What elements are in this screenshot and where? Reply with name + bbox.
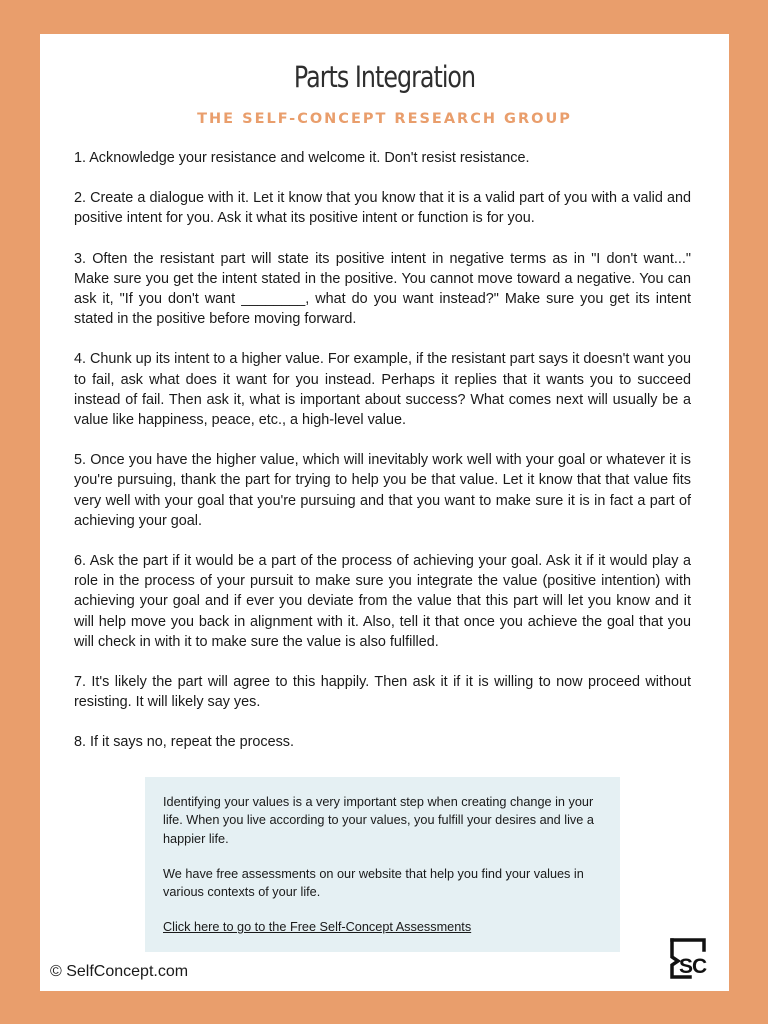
step-2: 2. Create a dialogue with it. Let it know that you know that it is a valid part of you with a valid and positive intent for you. Ask it what its positive intent or function is for you. [74, 190, 691, 227]
footer-copyright: © SelfConcept.com [50, 963, 189, 980]
page-title: Parts Integration [293, 60, 476, 94]
steps-list [74, 148, 691, 773]
info-paragraph-1: Identifying your values is a very important step when creating change in your life. When you live according to your values, you fulfill your desires and live a happier life. [163, 795, 594, 846]
step-6: 6. Ask the part if it would be a part of the process of achieving your goal. Ask it if it would play a role in the process of your pursuit to make sure you integrate the value (positive intention) with achieving your goal and if ever you deviate from the value that this part will let you know and it will help move you back in alignment with it. Also, tell it that once you achieve the goal that you will check in with it to make sure the value is also fulfilled. [74, 553, 691, 650]
step-3: 3. Often the resistant part will state its positive intent in negative terms as in "I don't want..." Make sure you get the intent stated in the positive. You cannot move toward a negative. You can ask it, "If you don't want ________, what do you want instead?" Make sure you get its intent stated in the positive before moving forward. [74, 250, 691, 328]
document-page [40, 34, 729, 991]
page-subtitle: THE SELF-CONCEPT RESEARCH GROUP [197, 111, 572, 127]
step-8: 8. If it says no, repeat the process. [74, 734, 294, 751]
values-info-box [145, 777, 620, 952]
step-4: 4. Chunk up its intent to a higher value. For example, if the resistant part says it doesn't want you to fail, ask what does it want for you instead. Perhaps it replies that it wants you to succeed instead of fail. Then ask it, what is important about success? What comes next will usually be a value like happiness, peace, etc., a high-level value. [74, 351, 691, 429]
logo-text: SC [679, 955, 707, 978]
selfconcept-logo-icon [668, 937, 718, 981]
assessments-link[interactable]: Click here to go to the Free Self-Concept Assessments [163, 920, 472, 935]
step-1: 1. Acknowledge your resistance and welcome it. Don't resist resistance. [74, 150, 530, 166]
info-paragraph-2: We have free assessments on our website that help you find your values in various contexts of your life. [163, 866, 584, 900]
step-7: 7. It's likely the part will agree to this happily. Then ask it if it is willing to now proceed without resisting. It will likely say yes. [74, 674, 691, 711]
step-5: 5. Once you have the higher value, which will inevitably work well with your goal or whatever it is you're pursuing, thank the part for trying to help you be that value. Let it know that that value fits very well with your goal that you're pursuing and that you want to make sure it is in fact a part of achieving your goal. [74, 452, 691, 529]
